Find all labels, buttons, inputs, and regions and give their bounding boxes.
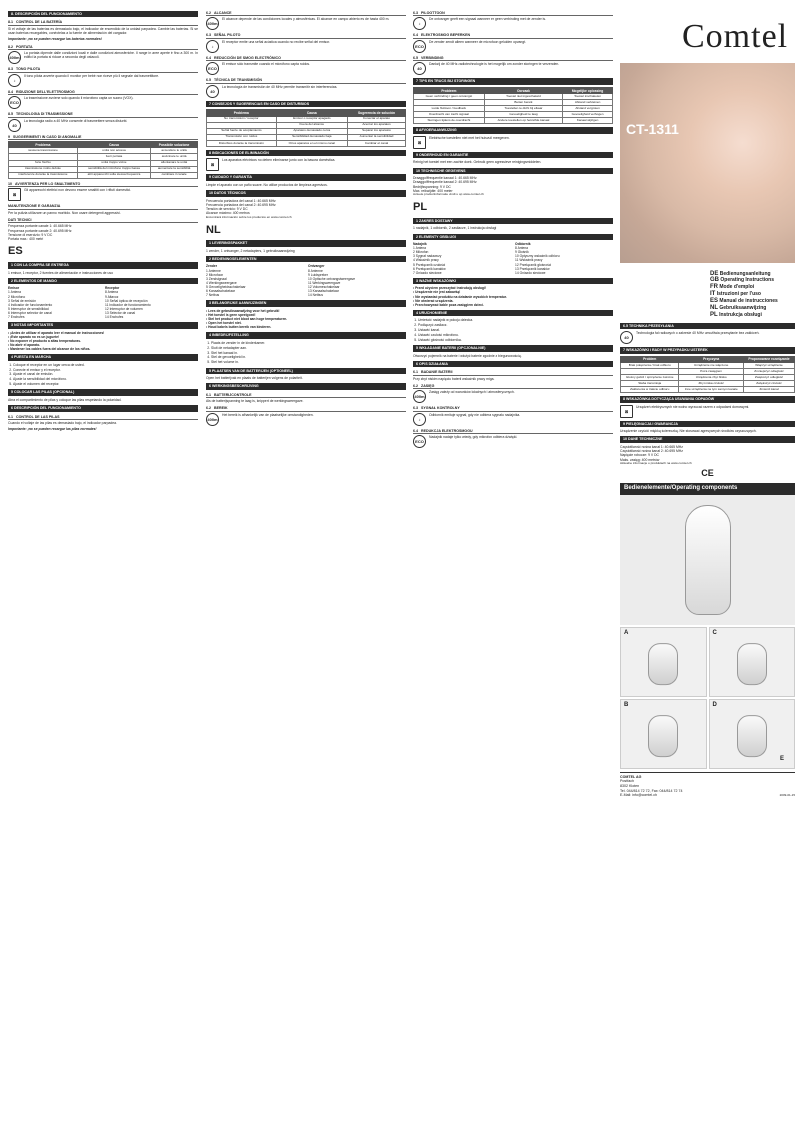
language-item: PL Instrukcja obsługi xyxy=(710,311,762,318)
recycle-bin-icon: ⊠ xyxy=(413,136,426,149)
section-header: 5 WKŁADANIE BATERII (OPCJONALNIE) xyxy=(413,345,613,351)
ce-mark-icon: CE xyxy=(701,467,714,478)
section-heading: 6.2 ALCANCE xyxy=(206,11,406,16)
table-row: interferenze durante la trasmissione altri apparecchi sulla stessa frequenza cambiare il canale xyxy=(9,172,198,178)
range-icon: 400m xyxy=(413,390,426,403)
table-row: fuori portata avvicinare le unità xyxy=(9,154,198,160)
transmitter-back xyxy=(648,715,678,757)
device-illustration xyxy=(620,495,795,625)
section-header: 1 CON LA COMPRA SE ENTREGA xyxy=(8,262,198,268)
column-2 xyxy=(206,8,406,1128)
paragraph: Odbiornik emituje sygnał, gdy nie odbiera sygnału nadajnika. xyxy=(429,412,521,417)
model-number: CT-1311 xyxy=(626,120,679,137)
paragraph: Reinig het toestel met een zachte doek. Gebruik geen agressieve reinigingsmiddelen. xyxy=(413,160,542,165)
section-header: 10 TECHNISCHE GEGEVENS xyxy=(413,168,613,174)
controls-list: Nadajnik Odbiornik 1 Antena 8 Antena 2 Mikrofon 9 Głośnik 3 Sygnał nadawczy 10 Optyczny wskaźnik odbioru 4 Wskaźnik pracy 11 Wskaźnik pracy 5 Przełącznik czułości 12 Przełącznik głośności 6 Przełącznik kanałów 13 Przełącznik kanałów 7 Gniazdo sieciowe 14 Gniazdo sieciowe xyxy=(413,242,560,275)
section-heading: 6.2 BEREIK xyxy=(206,406,406,411)
paragraph: 1 emisor, 1 receptor, 2 fuentes de alimentación e instrucciones de uso xyxy=(8,270,113,275)
tech-specs: Częstotliwość nośna kanał 1: 40.665 MHz Częstotliwość nośna kanał 2: 40.695 MHz Napięcie robocze: 9 V DC Maks. zasięg: 400 metrów xyxy=(620,444,683,462)
section-header: 7 TIPS EN TRUCS BIJ STORINGEN xyxy=(413,78,613,84)
section-heading: 8.5 TECNOLOGIA DI TRASMISSIONE xyxy=(8,112,198,117)
steps-list: 1. Coloque el receptor en un lugar cerca de usted. 2. Conecte el emisor y el receptor. 3. Ajuste el canal de emisión. 4. Ajuste la sensibilidad del micrófono. 5. Ajuste el volumen del receptor. xyxy=(8,363,198,387)
section-heading: 6.1 BADANIE BATERII xyxy=(413,370,613,375)
section-header: 4 INBEDRIJFSTELLING xyxy=(206,332,406,338)
transmitter-unit xyxy=(648,643,678,685)
paragraph: La portata dipende dalle condizioni locali e dalle condizioni atmosferiche. Il range in aree aperte è fino a 300 m. In edifici la portata si riduce a seconda degli ostacoli. xyxy=(24,51,198,60)
section-heading: 6.4 REDUCCIÓN DE SMOG ELECTRÓNICO xyxy=(206,56,406,61)
detail-panel-c: C xyxy=(709,627,796,697)
mhz-icon: 40 xyxy=(620,331,633,344)
recycle-bin-icon: ⊠ xyxy=(8,188,21,201)
section-heading: 6.5 VERBINDING xyxy=(413,56,613,61)
operating-components-title: Bedienelemente/Operating components xyxy=(620,483,795,495)
version-code: 2009-01-15 xyxy=(779,793,795,798)
tech-specs: Frequenza portante canale 1: 40.665 MHz Frequenza portante canale 2: 40.695 MHz Tensione di esercizio: 9 V DC Portata max.: 400 metri xyxy=(8,224,72,242)
language-item: FR Mode d'emploi xyxy=(710,284,755,291)
section-heading: 10 AVVERTENZA PER LO SMALTIMENTO xyxy=(8,182,198,187)
section-heading: DATI TECNICI xyxy=(8,218,198,223)
paragraph: Open het batterijvak en plaats de batterijen volgens de polariteit. xyxy=(206,375,303,380)
table-row: Transmisión con ruidos Sensibilidad demasiado baja Aumentar la sensibilidad xyxy=(207,134,406,140)
column-4 xyxy=(620,8,795,1128)
recycle-bin-icon: ⊠ xyxy=(206,158,219,171)
eco-icon: ECO xyxy=(8,96,21,109)
receiver-back xyxy=(737,715,767,757)
table-row: Brak połączenia / brak odbioru Urządzenie nie włączone Włączyć urządzenie xyxy=(621,363,795,369)
section-heading: 6.5 TÉCNICA DE TRANSMISIÓN xyxy=(206,78,406,83)
section-heading: 9 SUGGERIMENTI IN CASO DI ANOMALIE xyxy=(8,135,198,140)
table-row: Fuera del alcance Acercar los aparatos xyxy=(207,122,406,128)
notes-list: • Lees de gebruiksaanwijzing voor het gebruik! • Het toestel is geen speelgoed! • Stel het product niet bloot aan hoge temperaturen. • Open het toestel niet. • Houd kabels buiten bereik van kinderen. xyxy=(206,309,406,330)
table-row: Señal fuerte de acoplamiento Aparatos demasiado cerca Separar los aparatos xyxy=(207,128,406,134)
table-row: trasmissione molto debole sensibilità del microfono troppo bassa aumentare la sensibilità xyxy=(9,166,198,172)
language-heading: NL xyxy=(206,223,221,236)
language-item: IT Istruzioni per l'uso xyxy=(710,291,761,298)
section-header: 3 NOTAS IMPORTANTES xyxy=(8,322,198,328)
section-header: 1 ZAKRES DOSTAWY xyxy=(413,218,613,224)
section-heading: MANUTENZIONE E GARANZIA xyxy=(8,204,198,209)
note-text: Aktualne informacje o produktach na www.comtel.ch xyxy=(620,460,692,465)
section-header: 6 DESCRIPCIÓN DEL FUNCIONAMIENTO xyxy=(8,405,198,411)
column-3 xyxy=(413,8,613,1128)
eco-icon: ECO xyxy=(413,40,426,53)
tech-specs: Frecuencia portadora del canal 1: 40.665 MHz Frecuencia portadora del canal 2: 40.695 MHz Tensión de servicio: 9 V DC Alcance máximo: 400 metros xyxy=(206,198,276,216)
section-header: 8 WSKAZÓWKA DOTYCZĄCA USUWANIA ODPADÓW xyxy=(620,396,795,402)
section-heading: 8.1 CONTROL DE LA BATERÍA xyxy=(8,20,198,25)
receiver-unit xyxy=(737,643,767,685)
warning-text: Importante: ¡no se pueden recargar las baterías normales! xyxy=(8,37,102,42)
troubleshooting-table: Problema Causa Sugerencia de solución No transmisión / receptor Emisor o receptor apagado Conectar el aparato Fuera del alcance Acercar los aparatos Señal fuerte de acoplamiento Aparatos demasiado cerca Separar los aparatos Transmisión con ruidos Sensibilidad demasiado baja Aumentar la sensibilidad Disturbios durante la transmisión Otros aparatos en el mismo canal Cambiar el canal xyxy=(206,109,406,147)
language-item: ES Manual de instrucciones xyxy=(710,298,778,305)
section-header: 10 DATOS TÉCNICOS xyxy=(206,190,406,196)
section-header: 8 AFVOERAANWIJZING xyxy=(413,127,613,133)
section-heading: 6.2 ZASIĘG xyxy=(413,384,613,389)
section-heading: 6.3 SEÑAL PILOTO xyxy=(206,33,406,38)
paragraph: El emisor sólo transmite cuando el micrófono capta ruidos. xyxy=(222,62,311,67)
paragraph: Per la pulizia utilizzare un panno morbido. Non usare detergenti aggressivi. xyxy=(8,210,121,215)
paragraph: De zender zendt alleen wanneer de microfoon geluiden opvangt. xyxy=(429,39,527,44)
note-text: Encontrará información sobre los productos en www.comtel.ch xyxy=(206,214,292,219)
range-icon: 400m xyxy=(206,413,219,426)
section-heading: 6.3 PILOOTTOON xyxy=(413,11,613,16)
table-row: Storingen tijdens de overdracht Andere toestellen op hetzelfde kanaal Kanaal wijzigen xyxy=(414,118,613,124)
steps-list: 1. Umieścić nadajnik w pokoju dziecka. 2. Podłączyć zasilacz. 3. Ustawić kanał. 4. Ustawić czułość mikrofonu. 5. Ustawić głośność odbiornika. xyxy=(413,318,613,342)
cover-photo xyxy=(620,63,795,263)
section-header: 5 COLOCAR LAS PILAS (OPCIONAL) xyxy=(8,389,198,395)
warning-text: Importante: ¡no se pueden recargar las pilas normales! xyxy=(8,427,97,432)
section-header: 7 WSKAZÓWKI I RADY W PRZYPADKU USTEREK xyxy=(620,347,795,353)
paragraph: La tecnologia radio a 40 MHz consente di trasmettere senza disturbi. xyxy=(24,118,128,123)
range-icon: 400m xyxy=(206,17,219,30)
paragraph: Abra el compartimiento de pilas y coloque las pilas respetando la polaridad. xyxy=(8,397,122,402)
note-text: Actuele productinformatie vindt u op www.comtel.ch xyxy=(413,192,484,197)
troubleshooting-table: Problem Przyczyna Proponowane rozwiązanie Brak połączenia / brak odbioru Urządzenie nie włączone Włączyć urządzenie Poza zasięgiem Zmniejszyć odległość Głośny gwizd / sprzężenie zwrotne Urządzenia zbyt blisko Zwiększyć odległość Słaba transmisja Zbyt niska czułość Zwiększyć czułość Zakłócenia w trakcie odbioru Inne urządzenia na tym samym kanale Zmienić kanał xyxy=(620,356,795,394)
range-icon: 400m xyxy=(8,51,21,64)
controls-list: Zender Ontvanger 1 Antenne 8 Antenne 2 Microfoon 9 Luidspreker 3 Zendsignaal 10 Optische ontvangstweergave 4 Werkingsweergave 11 Werkingsweergave 5 Gevoeligheidsschakelaar 12 Volumeschakelaar 6 Kanaalschakelaar 13 Kanaalschakelaar 7 Netbus 14 Netbus xyxy=(206,264,356,298)
language-heading: ES xyxy=(8,245,23,258)
section-header: 6 OPIS DZIAŁANIA xyxy=(413,361,613,367)
paragraph: Otworzyć pojemnik na baterie i włożyć baterie zgodnie z biegunowością. xyxy=(413,353,522,358)
table-row: forte fischio unità troppo vicine allontanare le unità xyxy=(9,160,198,166)
section-header: 6 WERKINGSBESCHRIJVING xyxy=(206,383,406,389)
paragraph: Urządzenie czyścić miękką ściereczką. Nie stosować agresywnych środków czyszczących. xyxy=(620,429,757,434)
section-header: 8 INDICACIONES DE ELIMINACIÓN xyxy=(206,150,406,156)
section-header: 2 BEDIENINGSELEMENTEN xyxy=(206,256,406,262)
section-header: 4 URUCHOMIENIE xyxy=(413,310,613,316)
pilot-tone-icon: ♪ xyxy=(206,40,219,53)
detail-panel-a: A xyxy=(620,627,707,697)
detail-panel-d: D E xyxy=(709,699,796,769)
table-row: Głośny gwizd / sprzężenie zwrotne Urządzenia zbyt blisko Zwiększyć odległość xyxy=(621,375,795,381)
paragraph: Dankzij de 40 MHz-radiotechnologie is het mogelijk om zonder storingen te verzenden. xyxy=(429,62,560,67)
table-row: Geen verbinding / geen ontvangst Toestel niet ingeschakeld Toestel inschakelen xyxy=(414,94,613,100)
section-heading: 6.3 SYGNAŁ KONTROLNY xyxy=(413,406,613,411)
paragraph: Los aparatos eléctricos no deben eliminarse junto con la basura doméstica. xyxy=(222,158,336,163)
table-row: Buiten bereik Afstand verkleinen xyxy=(414,100,613,106)
section-heading: 6.1 BATTERIJCONTROLE xyxy=(206,393,406,398)
section-header: 3 WAŻNE WSKAZÓWKI xyxy=(413,278,613,284)
mhz-icon: 40 xyxy=(8,119,21,132)
column-1 xyxy=(8,8,198,1128)
paragraph: La trasmissione avviene solo quando il microfono capta un suono (VOX). xyxy=(24,96,134,101)
tech-specs: Draaggolffrequentie kanaal 1: 40.665 MHz Draaggolffrequentie kanaal 2: 40.695 MHz Bedrijfsspanning: 9 V DC Max. reikwijdte: 400 meter xyxy=(413,176,477,193)
paragraph: Il tono pilota avverte quando il monitor per bebè non riceve più il segnale dal trasmettitore. xyxy=(24,73,160,78)
table-row: Disturbios durante la transmisión Otros aparatos en el mismo canal Cambiar el canal xyxy=(207,140,406,146)
mhz-icon: 40 xyxy=(413,62,426,75)
paragraph: Elektrische toestellen niet met het huisvuil meegeven. xyxy=(429,135,510,140)
section-header: 8. DESCRIPCIÓN DEL FUNCIONAMIENTO xyxy=(8,11,198,17)
language-item: GB Operating Instructions xyxy=(710,277,775,284)
steps-list: 1. Plaats de zender in de kinderkamer. 2. Sluit de netadapter aan. 3. Stel het kanaal in. 4. Stel de gevoeligheid in. 5. Stel het volume in. xyxy=(206,341,406,365)
paragraph: 1 nadajnik, 1 odbiornik, 2 zasilacze, 1 instrukcja obsługi xyxy=(413,226,497,231)
pilot-tone-icon: ♪ xyxy=(413,17,426,30)
section-header: 10 DANE TECHNICZNE xyxy=(620,436,795,442)
section-header: 9 CUIDADO Y GARANTÍA xyxy=(206,174,406,180)
paragraph: El receptor emite una señal acústica cuando no recibe señal del emisor. xyxy=(222,39,330,44)
section-heading: 6.1 CONTROL DE LAS PILAS xyxy=(8,415,198,420)
paragraph: De ontvanger geeft een signaal wanneer er geen verbinding met de zender is. xyxy=(429,17,547,22)
pilot-tone-icon: ♪ xyxy=(8,74,21,87)
paragraph: La tecnología de transmisión de 40 MHz permite transmitir sin interferencias. xyxy=(222,84,338,89)
mhz-icon: 40 xyxy=(206,85,219,98)
paragraph: Nadajnik nadaje tylko wtedy, gdy mikrofon odbiera dźwięki. xyxy=(429,435,518,440)
table-row: Poza zasięgiem Zmniejszyć odległość xyxy=(621,369,795,375)
paragraph: Het bereik is afhankelijk van de plaatselijke omstandigheden. xyxy=(222,412,314,417)
eco-icon: ECO xyxy=(413,435,426,448)
company-footer: COMTEL AG Postfach 8302 Kloten Tel. 044/814 72 72, Fax: 044/814 72 74 E-Mail: info@comtel.ch 2009-01-15 xyxy=(620,772,795,798)
paragraph: Cuando el voltaje de las pilas es demasiado bajo, el indicador parpadea. xyxy=(8,421,117,426)
pilot-tone-icon: ♪ xyxy=(413,413,426,426)
section-heading: 6.4 ELEKTROSMOG BEPERKEN xyxy=(413,33,613,38)
language-list xyxy=(710,271,795,319)
table-row: Overdracht van zacht signaal Gevoeligheid te laag Gevoeligheid verhogen xyxy=(414,112,613,118)
section-header: 1 LEVERINGSPAKKET xyxy=(206,240,406,246)
section-header: 2 ELEMENTY OBSŁUGI xyxy=(413,234,613,240)
paragraph: Si el voltaje de las baterías es demasiado bajo, el indicador de encendido de la unidad parpadea. Cambie las baterías. Si se usan baterías recargables, conéctelas a la fuente de alimentación del cargador. xyxy=(8,26,198,36)
section-heading: 8.4 RIDUZIONE DELL'ELETTROSMOG xyxy=(8,90,198,95)
section-header: 7 CONSEJOS Y SUGERENCIAS EN CASO DE DISTURBIOS xyxy=(206,101,406,107)
paragraph: Technologia fal radiowych o zakresie 40 MHz umożliwia przesyłanie bez zakłóceń. xyxy=(636,331,760,336)
controls-list: Emisor Receptor 1 Antena 8 Antena 2 Micrófono 9 Altavoz 3 Señal de emisión 10 Señal óptica de recepción 4 Indicador de funcionamiento 11 Indicador de funcionamiento 5 Interruptor de sensibilidad 12 Interruptor de volumen 6 Interruptor selector de canal 13 Selector de canal 7 Enchufes 14 Enchufes xyxy=(8,286,151,320)
table-row: Luide fluittoon / feedback Toestellen te dicht bij elkaar Afstand vergroten xyxy=(414,106,613,112)
section-heading: 8.2 PORTATA xyxy=(8,45,198,50)
paragraph: 1 zender, 1 ontvanger, 2 netadapters, 1 gebruiksaanwijzing xyxy=(206,248,295,253)
section-header: 9 PIELĘGNACJA I GWARANCJA xyxy=(620,421,795,427)
eco-icon: ECO xyxy=(206,62,219,75)
paragraph: Als de batterijspanning te laag is, knippert de werkingsweergave. xyxy=(206,399,304,404)
language-item: NL Gebruiksaanwijzing xyxy=(710,304,767,311)
section-header: 5 PLAATSEN VAN DE BATTERIJEN (OPTIONEEL) xyxy=(206,368,406,374)
troubleshooting-table: Problema Causa Possibile soluzione nessuna trasmissione unità non accesa accendere le unità fuori portata avvicinare le unità forte fischio unità troppo vicine allontanare le unità trasmissione molto debole sensibilità del microfono troppo bassa aumentare la sensibilità interferenze durante la trasmissione altri apparecchi sulla stessa frequenza cambiare il canale xyxy=(8,141,198,179)
paragraph: Zasięg zależy od warunków lokalnych i atmosferycznych. xyxy=(429,390,515,395)
paragraph: Gli apparecchi elettrici non devono essere smaltiti con i rifiuti domestici. xyxy=(24,188,132,193)
section-header: 9 ONDERHOUD EN GARANTIE xyxy=(413,152,613,158)
table-row: Słaba transmisja Zbyt niska czułość Zwiększyć czułość xyxy=(621,381,795,387)
detail-panel-b: B xyxy=(620,699,707,769)
paragraph: Przy zbyt niskim napięciu baterii wskaźnik pracy miga. xyxy=(413,376,495,381)
baby-monitor-unit xyxy=(685,505,731,615)
section-heading: 6.4 REDUKCJA ELEKTROSMOGU xyxy=(413,429,613,434)
troubleshooting-table: Probleem Oorzaak Mogelijke oplossing Geen verbinding / geen ontvangst Toestel niet ingeschakeld Toestel inschakelen Buiten bereik Afstand verkleinen Luide fluittoon / feedback Toestellen te dicht bij elkaar Afstand vergroten Overdracht van zacht signaal Gevoeligheid te laag Gevoeligheid verhogen Storingen tijdens de overdracht Andere toestellen op hetzelfde kanaal Kanaal wijzigen xyxy=(413,87,613,125)
paragraph: Urządzeń elektrycznych nie wolno wyrzucać razem z odpadami domowymi. xyxy=(636,404,750,409)
section-header: 4 PUESTA EN MARCHA xyxy=(8,354,198,360)
notes-list: • Przed użyciem przeczytać instrukcję obsługi! • Urządzenie nie jest zabawką! • Nie wystawiać produktu na działanie wysokich temperatur. • Nie otwierać urządzenia. • Przechowywać kable poza zasięgiem dzieci. xyxy=(413,286,613,307)
recycle-bin-icon: ⊠ xyxy=(620,405,633,418)
brand-logo: Comtel xyxy=(682,18,789,55)
table-row: No transmisión / receptor Emisor o receptor apagado Conectar el aparato xyxy=(207,116,406,122)
paragraph: El alcance depende de las condiciones locales y atmosféricas. El alcance en campo abierto es de hasta 400 m. xyxy=(222,17,390,22)
section-heading: 8.3 TONO PILOTA xyxy=(8,67,198,72)
table-row: Zakłócenia w trakcie odbioru Inne urządzenia na tym samym kanale Zmienić kanał xyxy=(621,387,795,393)
table-row: nessuna trasmissione unità non accesa accendere le unità xyxy=(9,148,198,154)
section-header: 3 BELANGRIJKE AANWIJZINGEN xyxy=(206,300,406,306)
notes-list: • ¡Antes de utilizar el aparato leer el manual de instrucciones! • ¡Este aparato no es un juguete! • No exponer el producto a altas temperaturas. • No abrir el aparato. • Mantener los cables fuera del alcance de los niños. xyxy=(8,331,198,352)
section-header: 2 ELEMENTOS DE MANDO xyxy=(8,278,198,284)
language-item: DE Bedienungsanleitung xyxy=(710,270,771,277)
section-header: 6.5 TECHNIKA PRZESYŁANIA xyxy=(620,323,795,329)
language-heading: PL xyxy=(413,201,428,214)
paragraph: Limpie el aparato con un paño suave. No utilice productos de limpieza agresivos. xyxy=(206,182,328,187)
